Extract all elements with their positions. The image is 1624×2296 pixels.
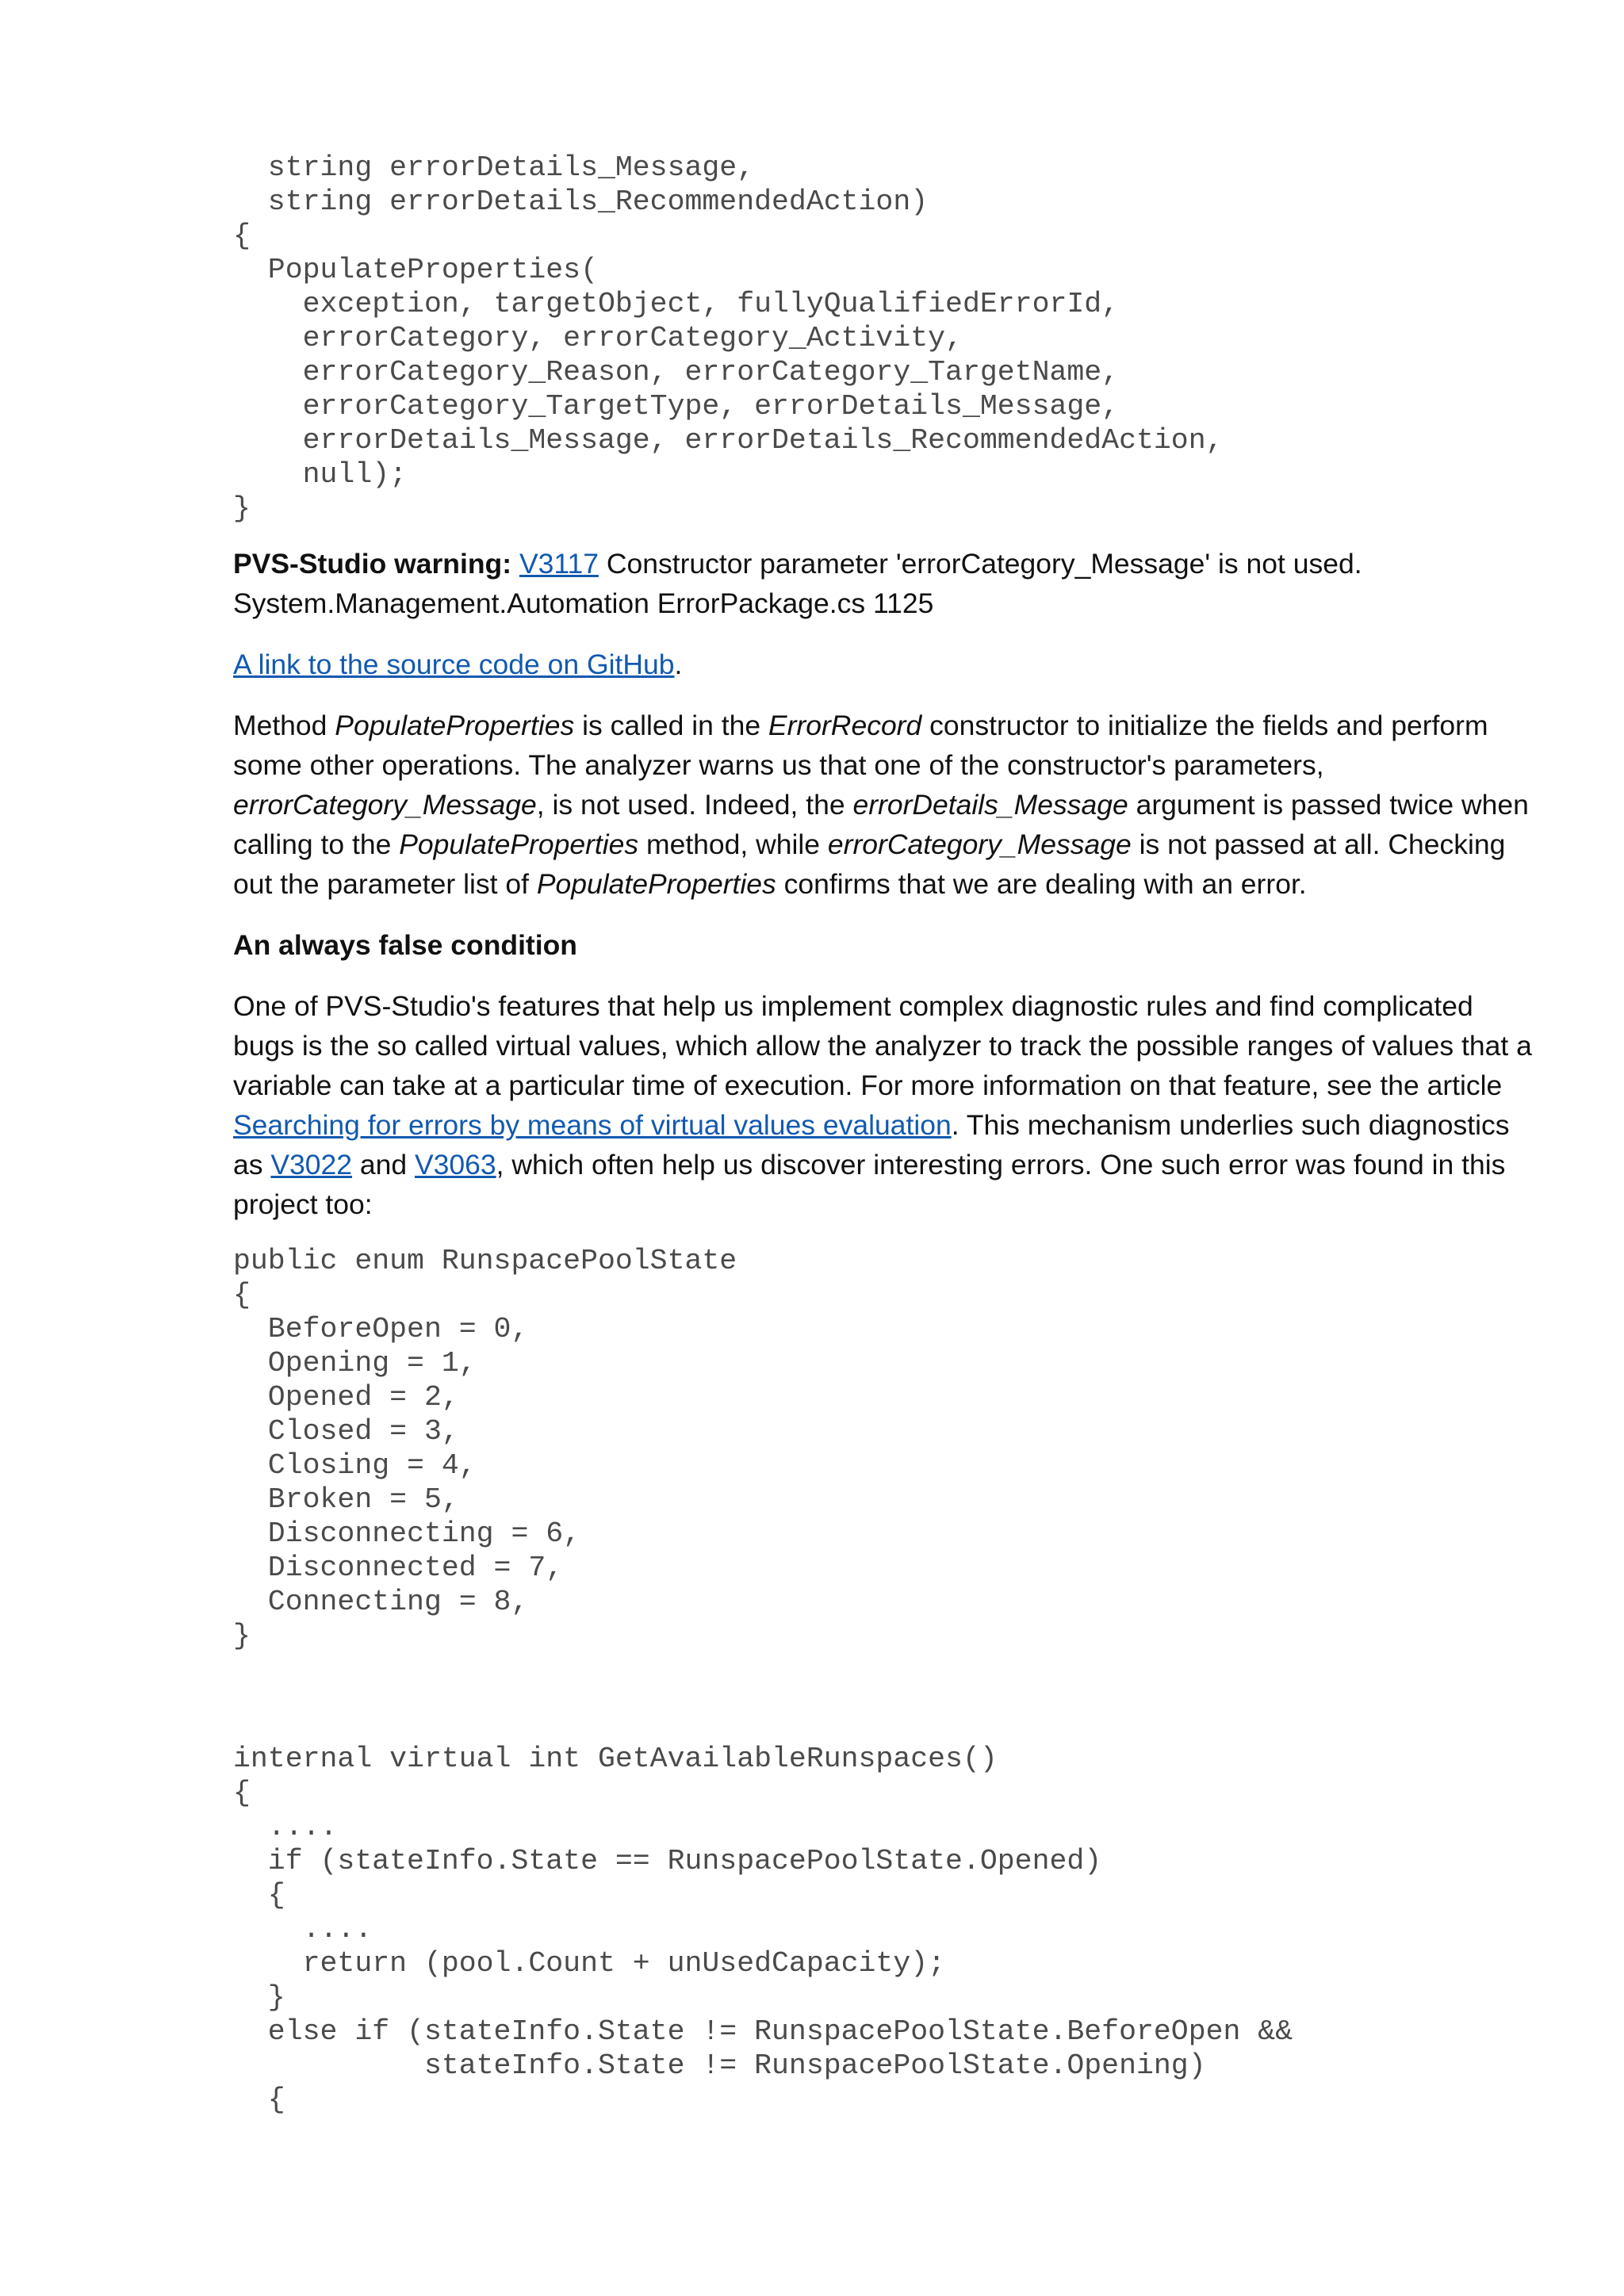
- italic-identifier: errorDetails_Message: [852, 789, 1128, 821]
- text-run: confirms that we are dealing with an error.: [776, 868, 1307, 900]
- explanation-paragraph: [233, 706, 1534, 904]
- code-line: {: [233, 2084, 285, 2116]
- text-run: is not passed at all. Checking out the parameter list of: [233, 828, 1506, 900]
- text-run: Method: [233, 710, 335, 741]
- italic-identifier: errorCategory_Message: [233, 789, 537, 821]
- document-page: [233, 151, 1534, 2117]
- code-line: ....: [233, 1811, 338, 1843]
- virtual-values-paragraph: [233, 986, 1534, 1224]
- italic-identifier: PopulateProperties: [399, 828, 639, 860]
- code-line: return (pool.Count + unUsedCapacity);: [233, 1947, 946, 1980]
- code-line: Closed = 3,: [233, 1415, 459, 1448]
- text-run: One of PVS-Studio's features that help us implement complex diagnostic rules and find complicated bugs is the so called virtual values, which allow the analyzer to track the possible ranges of values that a variable can take at a particular time of execution. For more information on that feature, see the article: [233, 990, 1532, 1101]
- code-line: {: [233, 1879, 285, 1911]
- text-run: , is not used. Indeed, the: [536, 789, 853, 821]
- virtual-values-article-link[interactable]: Searching for errors by means of virtual values evaluation: [233, 1109, 952, 1141]
- code-line: {: [233, 1279, 251, 1311]
- italic-identifier: PopulateProperties: [536, 868, 776, 900]
- code-line: public enum RunspacePoolState: [233, 1245, 737, 1277]
- text-run: , which often help us discover interesting errors. One such error was found in this project too:: [233, 1149, 1506, 1220]
- code-block-get-available-runspaces: [233, 1742, 1534, 2117]
- code-line: ....: [233, 1913, 373, 1946]
- code-line: errorCategory_TargetType, errorDetails_Message,: [233, 390, 1120, 423]
- warning-message: Constructor parameter 'errorCategory_Message' is not used.: [598, 548, 1362, 580]
- code-line: Closing = 4,: [233, 1449, 477, 1482]
- code-line: Disconnecting = 6,: [233, 1517, 581, 1550]
- code-line: if (stateInfo.State == RunspacePoolState.Opened): [233, 1845, 1102, 1877]
- text-run: is called in the: [574, 710, 768, 741]
- code-block-runspace-pool-state-enum: [233, 1244, 1534, 1653]
- code-line: {: [233, 1777, 251, 1809]
- code-line: errorCategory_Reason, errorCategory_TargetName,: [233, 356, 1120, 388]
- code-line: Opening = 1,: [233, 1347, 477, 1380]
- italic-identifier: PopulateProperties: [335, 710, 575, 741]
- italic-identifier: ErrorRecord: [768, 710, 922, 741]
- pvs-studio-warning: [233, 544, 1534, 623]
- code-line: }: [233, 1620, 251, 1652]
- code-block-error-record-constructor: [233, 151, 1534, 526]
- code-line: Broken = 5,: [233, 1483, 459, 1516]
- code-line: BeforeOpen = 0,: [233, 1313, 529, 1345]
- code-line: Connecting = 8,: [233, 1586, 529, 1618]
- warning-prefix: PVS-Studio warning:: [233, 548, 512, 580]
- code-line: {: [233, 220, 251, 252]
- code-line: }: [233, 492, 251, 525]
- code-line: Opened = 2,: [233, 1381, 459, 1414]
- section-heading: An always false condition: [233, 929, 577, 961]
- github-source-link[interactable]: A link to the source code on GitHub: [233, 649, 675, 680]
- code-line: }: [233, 1981, 285, 2014]
- code-line: stateInfo.State != RunspacePoolState.Opening): [233, 2049, 1206, 2082]
- italic-identifier: errorCategory_Message: [827, 828, 1132, 860]
- source-link-suffix: .: [674, 649, 683, 680]
- diagnostic-link-v3022[interactable]: V3022: [270, 1149, 353, 1181]
- code-line: Disconnected = 7,: [233, 1552, 564, 1584]
- warning-location: System.Management.Automation ErrorPackage.cs 1125: [233, 587, 934, 619]
- diagnostic-link-v3063[interactable]: V3063: [414, 1149, 496, 1181]
- code-line: errorDetails_Message, errorDetails_RecommendedAction,: [233, 424, 1224, 457]
- source-link-paragraph: [233, 645, 1534, 684]
- code-line: errorCategory, errorCategory_Activity,: [233, 322, 963, 354]
- code-line: string errorDetails_Message,: [233, 151, 755, 184]
- text-run: . This mechanism underlies such diagnostics as: [233, 1109, 1510, 1181]
- code-line: string errorDetails_RecommendedAction): [233, 186, 929, 218]
- code-line: else if (stateInfo.State != RunspacePoolState.BeforeOpen &&: [233, 2015, 1293, 2048]
- text-run: constructor to initialize the fields and perform some other operations. The analyzer warns us that one of the constructor's parameters,: [233, 710, 1488, 781]
- text-run: and: [352, 1149, 415, 1181]
- text-run: method, while: [638, 828, 828, 860]
- code-line: null);: [233, 458, 408, 491]
- code-line: internal virtual int GetAvailableRunspaces(): [233, 1743, 998, 1775]
- code-line: PopulateProperties(: [233, 254, 598, 286]
- code-line: exception, targetObject, fullyQualifiedErrorId,: [233, 288, 1120, 320]
- text-run: argument is passed twice when calling to the: [233, 789, 1529, 860]
- diagnostic-link-v3117[interactable]: V3117: [519, 548, 599, 580]
